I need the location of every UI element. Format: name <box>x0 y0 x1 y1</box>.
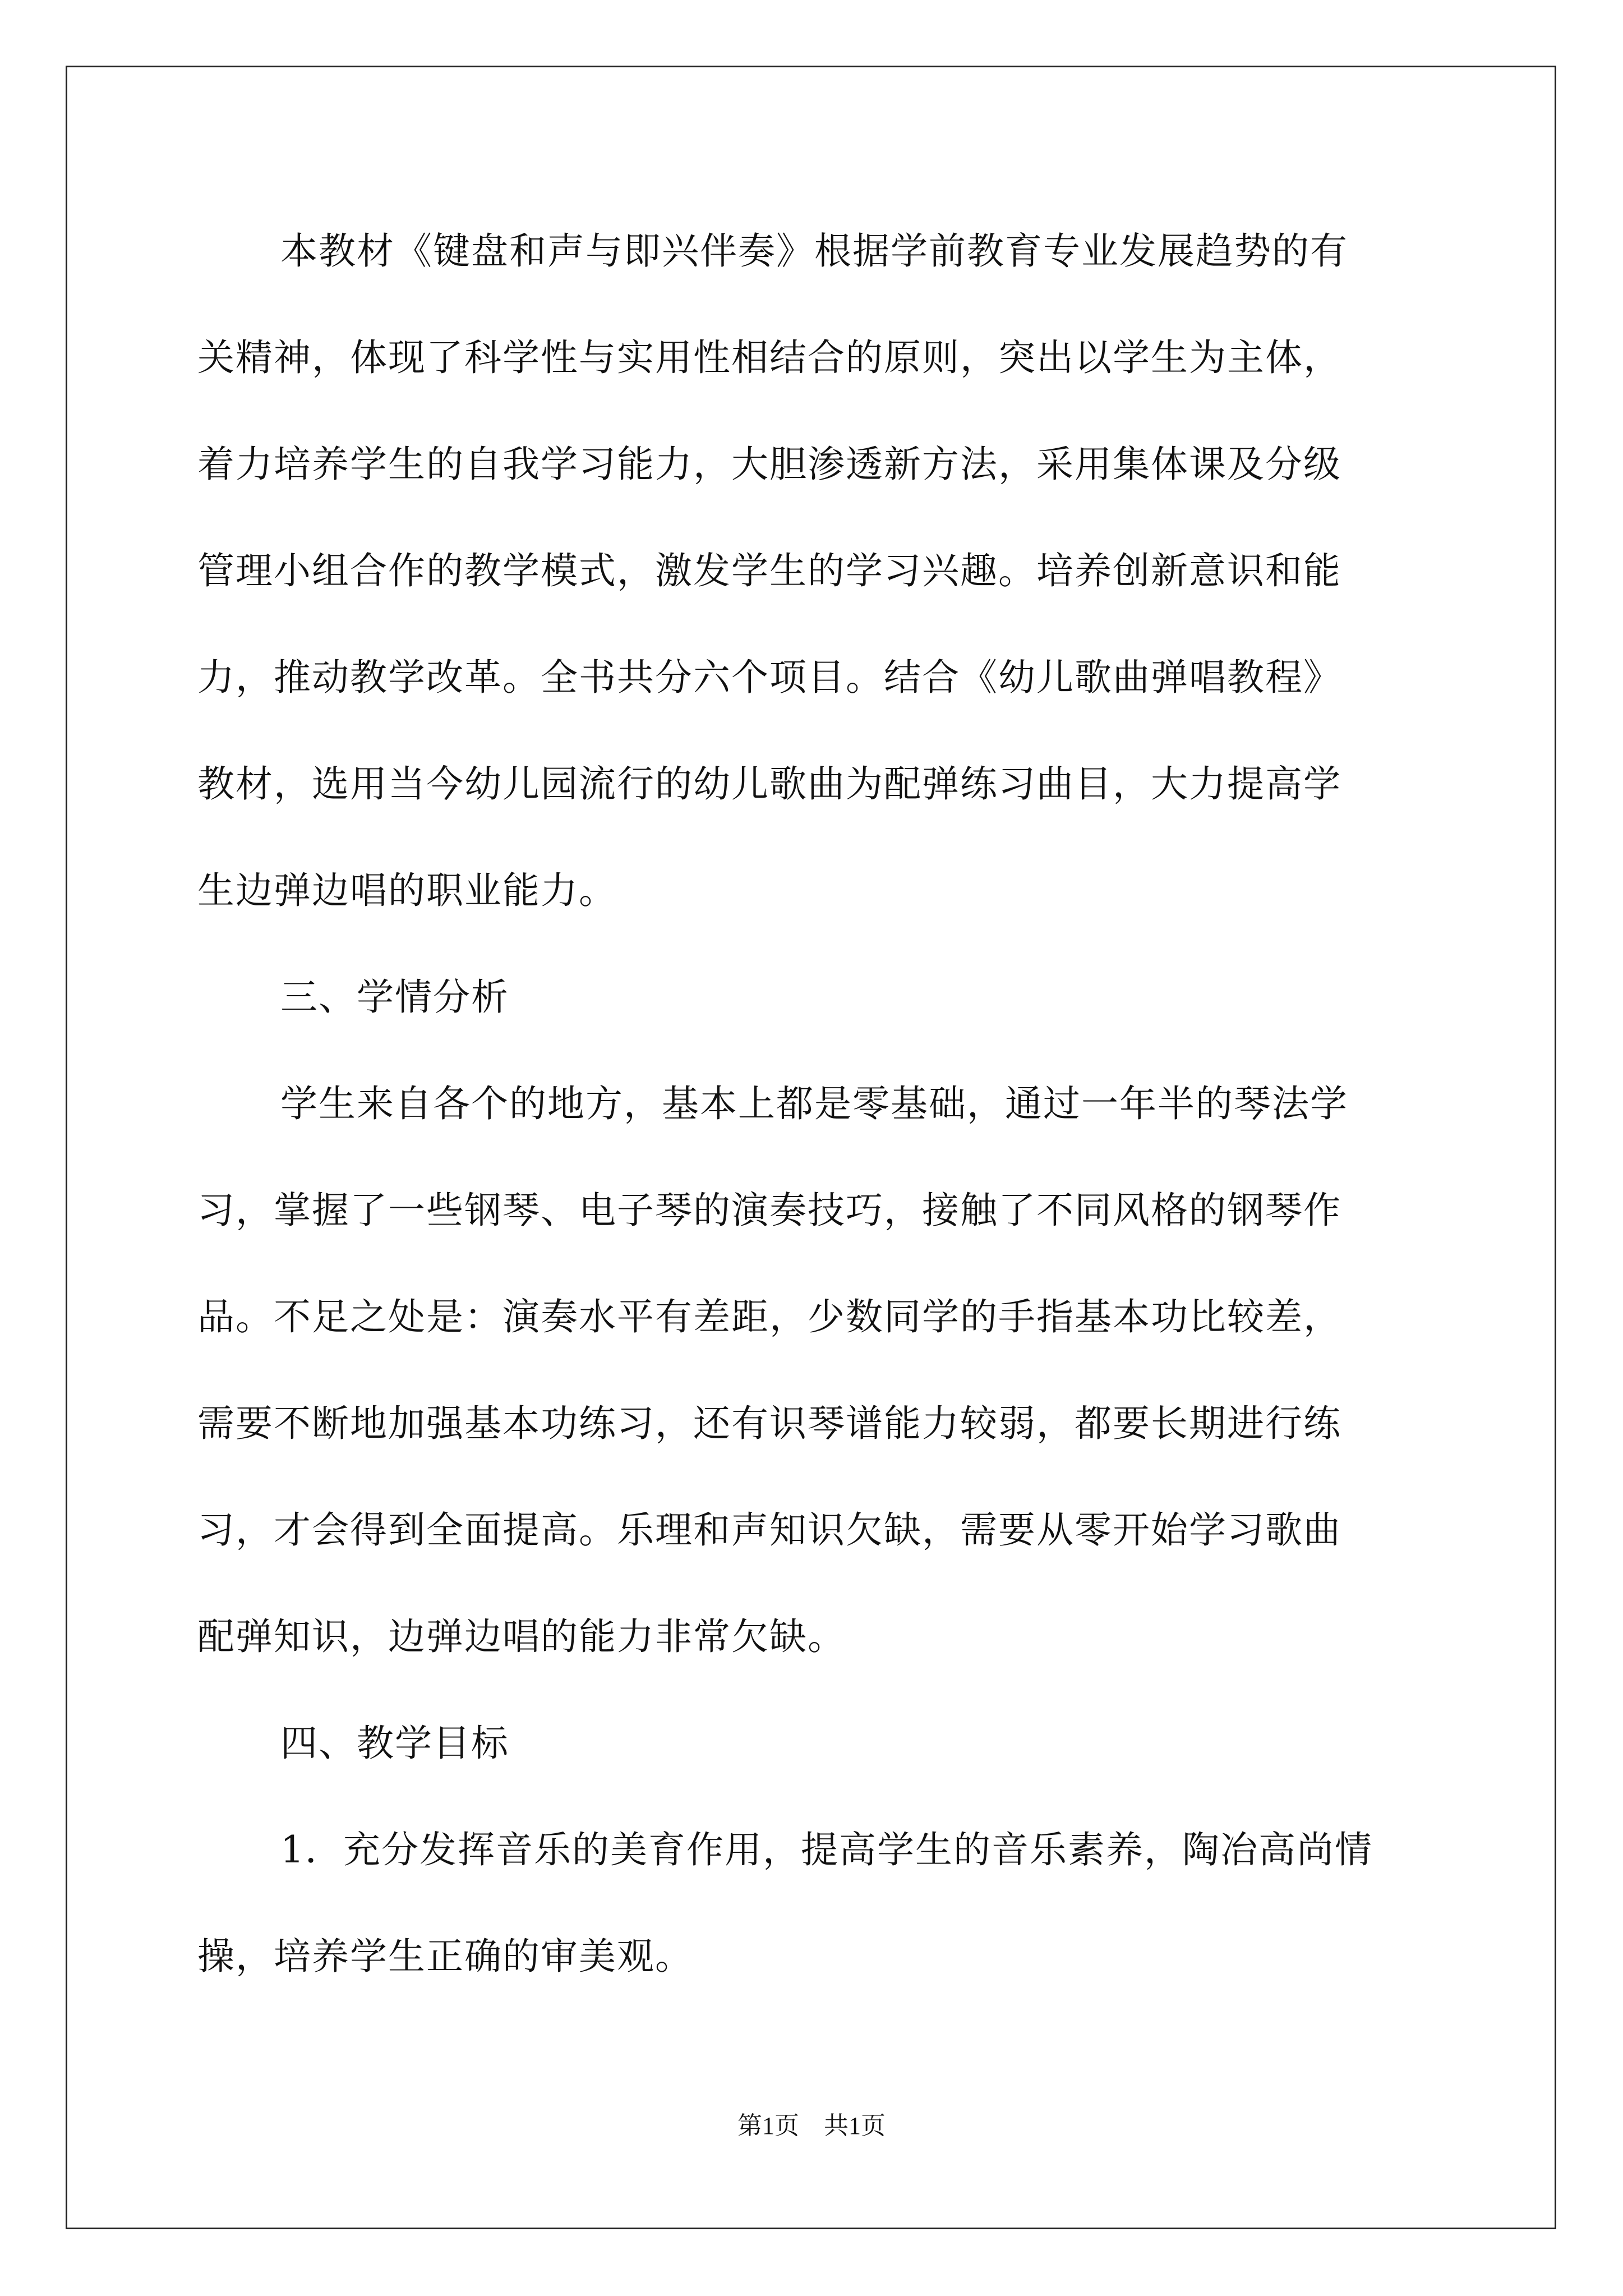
page-footer: 第1页 共1页 <box>737 2112 886 2139</box>
paragraph-line: 1．充分发挥音乐的美育作用，提高学生的音乐素养，陶冶高尚情 <box>280 1828 1373 1871</box>
paragraph-line: 需要不断地加强基本功练习，还有识琴谱能力较弱，都要长期进行练 <box>197 1402 1341 1445</box>
paragraph-line: 生边弹边唱的职业能力。 <box>197 869 617 912</box>
paragraph-line: 配弹知识，边弹边唱的能力非常欠缺。 <box>197 1615 846 1658</box>
paragraph-line: 本教材《键盘和声与即兴伴奏》根据学前教育专业发展趋势的有 <box>280 229 1348 273</box>
paragraph-line: 操，培养学生正确的审美观。 <box>197 1935 693 1978</box>
paragraph-line: 习，掌握了一些钢琴、电子琴的演奏技巧，接触了不同风格的钢琴作 <box>197 1189 1341 1232</box>
paragraph-line: 关精神，体现了科学性与实用性相结合的原则，突出以学生为主体， <box>197 336 1341 379</box>
paragraph-line: 习，才会得到全面提高。乐理和声知识欠缺，需要从零开始学习歌曲 <box>197 1508 1341 1552</box>
section-heading: 三、学情分析 <box>280 976 509 1019</box>
paragraph-line: 管理小组合作的教学模式，激发学生的学习兴趣。培养创新意识和能 <box>197 549 1341 592</box>
page-border <box>66 66 1556 2229</box>
paragraph-line: 品。不足之处是：演奏水平有差距，少数同学的手指基本功比较差， <box>197 1295 1341 1338</box>
paragraph-line: 教材，选用当今幼儿园流行的幼儿歌曲为配弹练习曲目，大力提高学 <box>197 762 1341 806</box>
paragraph-line: 着力培养学生的自我学习能力，大胆渗透新方法，采用集体课及分级 <box>197 443 1341 486</box>
paragraph-line: 学生来自各个的地方，基本上都是零基础，通过一年半的琴法学 <box>280 1082 1348 1125</box>
paragraph-line: 力，推动教学改革。全书共分六个项目。结合《幼儿歌曲弹唱教程》 <box>197 656 1341 699</box>
section-heading: 四、教学目标 <box>280 1722 509 1765</box>
